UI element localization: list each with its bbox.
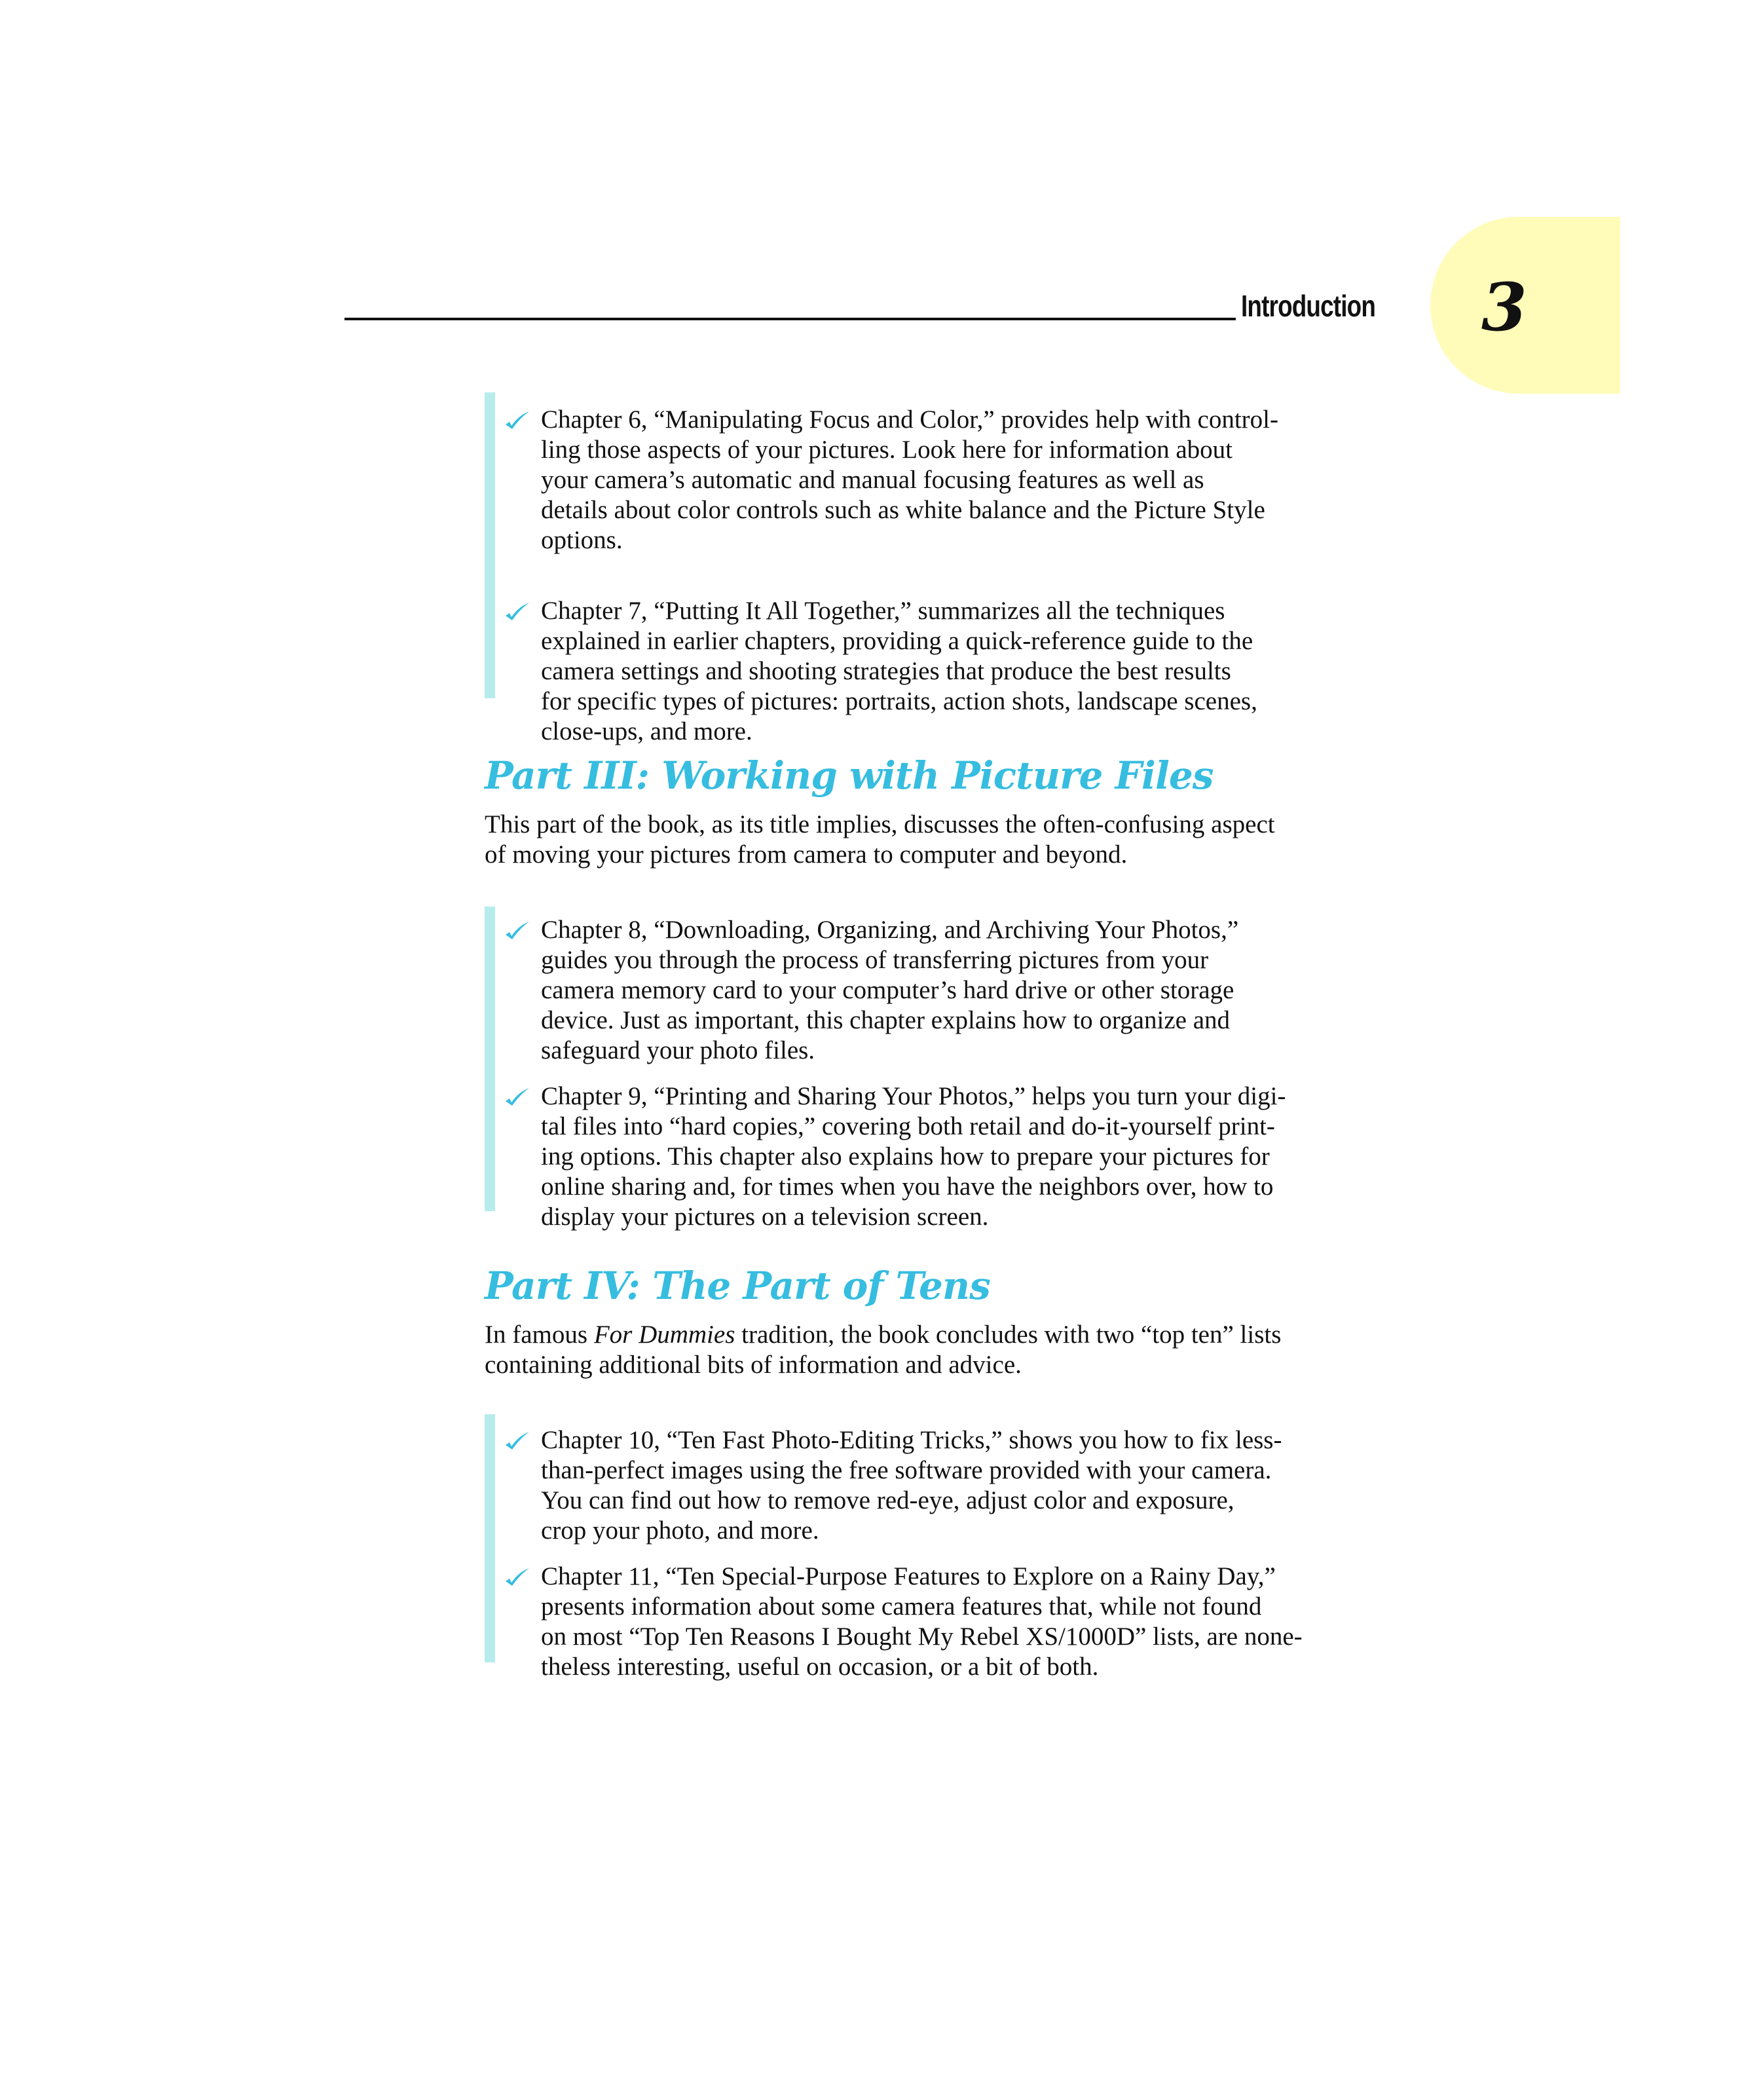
item-line: tal files into “hard copies,” covering both retail and do-it-yourself print- (541, 1112, 1275, 1140)
item-line: display your pictures on a television screen. (541, 1203, 989, 1231)
chapter-list (541, 899, 1286, 1232)
intro-line: In famous For Dummies tradition, the book concludes with two “top ten” lists (485, 1321, 1282, 1349)
item-line: Chapter 7, “Putting It All Together,” summarizes all the techniques (541, 597, 1225, 625)
item-line: safeguard your photo files. (541, 1036, 815, 1064)
item-line: Chapter 6, “Manipulating Focus and Color,” provides help with control- (541, 405, 1278, 434)
item-line: on most “Top Ten Reasons I Bought My Rebel XS/1000D” lists, are none- (541, 1622, 1303, 1651)
chapter-list-item (541, 596, 1278, 747)
header-rule (344, 318, 1236, 320)
item-line: theless interesting, useful on occasion, or a bit of both. (541, 1653, 1099, 1681)
item-line: crop your photo, and more. (541, 1516, 819, 1545)
item-line: Chapter 10, “Ten Fast Photo-Editing Tricks,” shows you how to fix less- (541, 1426, 1282, 1454)
item-line: device. Just as important, this chapter explains how to organize and (541, 1006, 1231, 1034)
part-4-heading: Part IV: The Part of Tens (485, 1264, 990, 1308)
item-line: explained in earlier chapters, providing a quick-reference guide to the (541, 627, 1253, 655)
chapter-list-item (541, 1562, 1303, 1682)
item-line: camera settings and shooting strategies that produce the best results (541, 657, 1231, 685)
item-line: for specific types of pictures: portraits, action shots, landscape scenes, (541, 687, 1257, 715)
chapter-list-item (541, 1425, 1303, 1546)
item-line: Chapter 11, “Ten Special-Purpose Features to Explore on a Rainy Day,” (541, 1562, 1276, 1590)
item-line: online sharing and, for times when you have the neighbors over, how to (541, 1172, 1274, 1201)
item-line: You can find out how to remove red-eye, adjust color and exposure, (541, 1486, 1234, 1514)
part-3-heading: Part III: Working with Picture Files (485, 753, 1214, 798)
chapter-list (541, 1410, 1303, 1682)
item-line: ing options. This chapter also explains how to prepare your pictures for (541, 1142, 1270, 1171)
chapter-list-item (541, 1081, 1286, 1232)
intro-line: of moving your pictures from camera to computer and beyond. (485, 840, 1128, 869)
running-title: Introduction (1241, 289, 1376, 323)
item-line: ling those aspects of your pictures. Look here for information about (541, 436, 1233, 464)
list-bar (485, 1414, 495, 1662)
checkmark-bullet-icon (504, 920, 530, 940)
item-line: options. (541, 526, 623, 554)
checkmark-bullet-icon (504, 1087, 530, 1106)
book-series-name: For Dummies (593, 1321, 735, 1349)
chapter-list (541, 389, 1278, 747)
intro-line: This part of the book, as its title implies, discusses the often-confusing aspect (485, 810, 1275, 838)
item-line: camera memory card to your computer’s hard drive or other storage (541, 976, 1234, 1004)
page-number: 3 (1481, 269, 1527, 346)
item-line: guides you through the process of transferring pictures from your (541, 946, 1209, 974)
item-line: Chapter 9, “Printing and Sharing Your Photos,” helps you turn your digi- (541, 1082, 1286, 1110)
chapter-list-item (541, 915, 1286, 1066)
item-line: close-ups, and more. (541, 717, 752, 745)
list-bar (485, 392, 495, 698)
item-line: than-perfect images using the free software provided with your camera. (541, 1456, 1272, 1484)
intro-line: containing additional bits of information and advice. (485, 1351, 1022, 1379)
checkmark-bullet-icon (504, 601, 530, 621)
part-4-intro (485, 1320, 1281, 1380)
checkmark-bullet-icon (504, 1431, 530, 1450)
list-bar (485, 907, 495, 1211)
checkmark-bullet-icon (504, 410, 530, 430)
item-line: details about color controls such as white balance and the Picture Style (541, 496, 1265, 524)
item-line: your camera’s automatic and manual focusing features as well as (541, 466, 1204, 494)
part-3-intro (485, 810, 1275, 870)
item-line: Chapter 8, “Downloading, Organizing, and Archiving Your Photos,” (541, 916, 1239, 944)
checkmark-bullet-icon (504, 1567, 530, 1586)
chapter-list-item (541, 405, 1278, 555)
item-line: presents information about some camera features that, while not found (541, 1592, 1262, 1621)
